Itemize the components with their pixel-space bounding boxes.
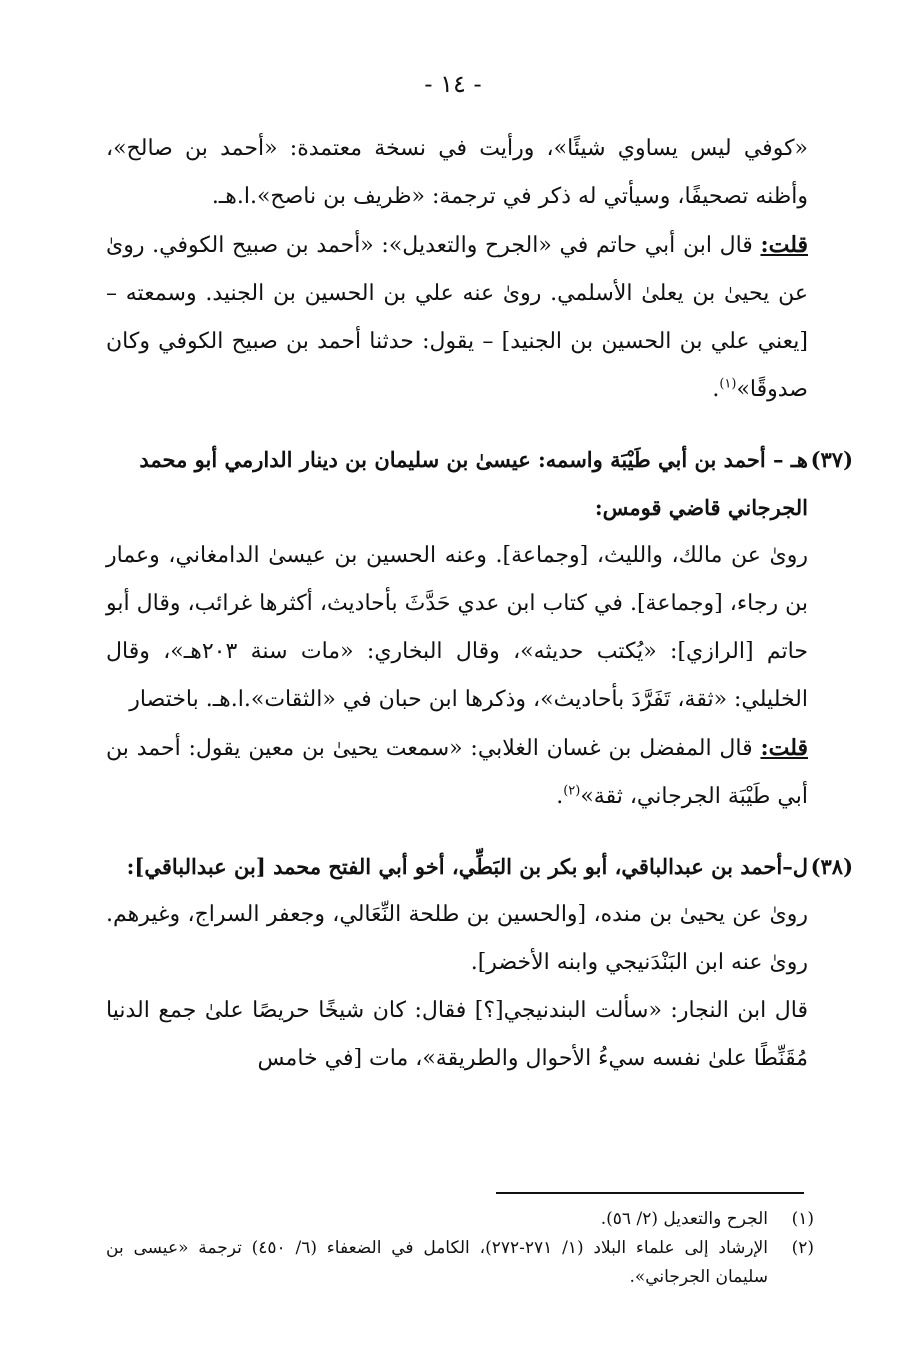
note-end: . <box>556 784 564 809</box>
entry-heading <box>106 843 853 891</box>
entry-38 <box>106 843 853 1083</box>
footnote-text: الإرشاد إلى علماء البلاد (١/ ٢٧١-٢٧٢)، الكامل في الضعفاء (٦/ ٤٥٠) ترجمة «عيسى بن سليمان الجرجاني». <box>106 1238 768 1287</box>
entry-text: روىٰ عن مالك، والليث، [وجماعة]. وعنه الحسين بن عيسىٰ الدامغاني، وعمار بن رجاء، [وجماعة]. في كتاب ابن عدي حَدَّثَ بأحاديث، أكثرها غرائب، وقال أبو حاتم [الرازي]: «يُكتب حديثه»، وقال البخاري: «مات سنة ٢٠٣هـ»، وقال الخليلي: «ثقة، تَفَرَّدَ بأحاديث»، وذكرها ابن حبان في «الثقات».ا.هـ. باختصار <box>106 543 808 712</box>
main-text <box>106 125 853 1083</box>
note-word: قلت: <box>760 735 808 761</box>
footnote <box>106 1205 814 1234</box>
note-end: . <box>712 377 720 402</box>
entry-37 <box>106 436 853 821</box>
entry-heading <box>106 436 853 532</box>
entry-note-paragraph <box>106 724 808 821</box>
footnote-text: الجرح والتعديل (٢/ ٥٦). <box>600 1209 768 1229</box>
entry-text-continued: قال ابن النجار: «سألت البندنيجي[؟] فقال: كان شيخًا حريصًا علىٰ جمع الدنيا مُقَنِّطًا علىٰ نفسه سيءُ الأحوال والطريقة»، مات [في خامس <box>106 998 808 1071</box>
footnote-ref: (٢) <box>563 783 581 799</box>
entry-number: (٣٨) <box>810 854 853 879</box>
footnote-ref: (١) <box>719 376 737 392</box>
entry-number: (٣٧) <box>810 447 853 472</box>
entry-heading-text: ل–أحمد بن عبدالباقي، أبو بكر بن البَطِّي، أخو أبي الفتح محمد [بن عبدالباقي]: <box>126 854 808 879</box>
intro-paragraph: «كوفي ليس يساوي شيئًا»، ورأيت في نسخة معتمدة: «أحمد بن صالح»، وأظنه تصحيفًا، وسيأتي له ذكر في ترجمة: «ظريف بن ناصح».ا.هـ. <box>106 136 808 209</box>
footnote-divider <box>496 1192 804 1194</box>
entry-heading-text: هـ – أحمد بن أبي طَيْبَة واسمه: عيسىٰ بن سليمان بن دينار الدارمي أبو محمد الجرجاني قاضي قومس: <box>139 447 808 520</box>
entry-text: روىٰ عن يحيىٰ بن منده، [والحسين بن طلحة النِّعَالي، وجعفر السراج، وغيرهم. روىٰ عنه ابن البَنْدَنيجي وابنه الأخضر]. <box>106 902 808 975</box>
footnote <box>106 1234 814 1292</box>
note-text: قال المفضل بن غسان الغلابي: «سمعت يحيىٰ بن معين يقول: أحمد بن أبي طَيْبَة الجرجاني، ثقة» <box>106 736 808 809</box>
intro-note-paragraph <box>106 221 808 414</box>
footnote-number: (٢) <box>791 1238 814 1258</box>
page-number: - ١٤ - <box>424 70 482 98</box>
note-text: قال ابن أبي حاتم في «الجرح والتعديل»: «أحمد بن صبيح الكوفي. روىٰ عن يحيىٰ بن يعلىٰ الأسلمي. روىٰ عنه علي بن الحسين بن الجنيد. وسمعته – [يعني علي بن الحسين بن الجنيد] – يقول: حدثنا أحمد بن صبيح الكوفي وكان صدوقًا» <box>106 233 808 402</box>
footnotes <box>106 1205 814 1292</box>
note-word: قلت: <box>760 232 808 258</box>
footnote-number: (١) <box>791 1209 814 1229</box>
